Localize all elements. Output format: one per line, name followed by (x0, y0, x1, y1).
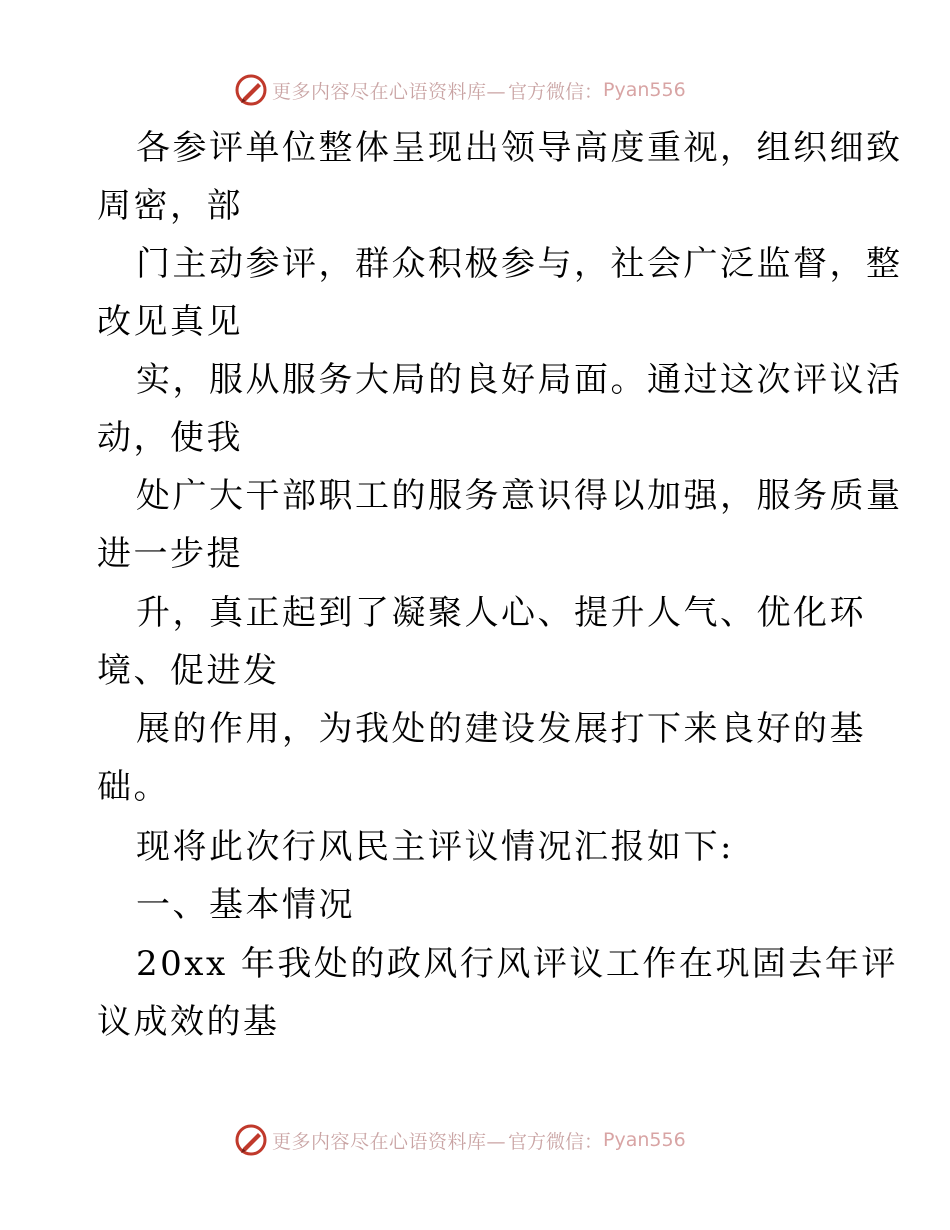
banner-wechat-label: 官方微信： (508, 1130, 604, 1153)
body-line: 升，真正起到了凝聚人心、提升人气、优化环 (136, 593, 866, 633)
body-line: 议成效的基 (97, 1002, 280, 1042)
body-line: 动，使我 (97, 418, 243, 458)
banner-title: 更多内容尽在心语资料库— (272, 80, 507, 103)
section-heading: 一、基本情况 (136, 885, 355, 925)
body-line: 处广大干部职工的服务意识得以加强，服务质量 (136, 476, 903, 516)
banner-title: 更多内容尽在心语资料库— (272, 1130, 507, 1153)
body-line: 门主动参评，群众积极参与，社会广泛监督，整 (136, 244, 903, 284)
footer-banner (0, 1120, 950, 1160)
header-banner (0, 70, 950, 110)
body-line: 改见真见 (97, 302, 243, 342)
body-line: 周密，部 (97, 186, 243, 226)
pen-logo-icon (234, 73, 268, 107)
body-line: 20xx 年我处的政风行风评议工作在巩固去年评 (136, 944, 898, 984)
body-line: 进一步提 (97, 534, 243, 574)
body-line: 实，服从服务大局的良好局面。通过这次评议活 (136, 360, 903, 400)
pen-logo-icon (234, 1123, 268, 1157)
body-line: 境、促进发 (97, 651, 280, 691)
banner-wechat-label: 官方微信： (508, 80, 604, 103)
body-line: 各参评单位整体呈现出领导高度重视，组织细致 (136, 128, 903, 168)
body-line: 现将此次行风民主评议情况汇报如下: (136, 827, 734, 867)
banner-wechat-id: Pyan556 (603, 1129, 686, 1151)
banner-wechat-id: Pyan556 (603, 79, 686, 101)
body-line: 础。 (97, 767, 170, 807)
body-line: 展的作用，为我处的建设发展打下来良好的基 (136, 709, 866, 749)
